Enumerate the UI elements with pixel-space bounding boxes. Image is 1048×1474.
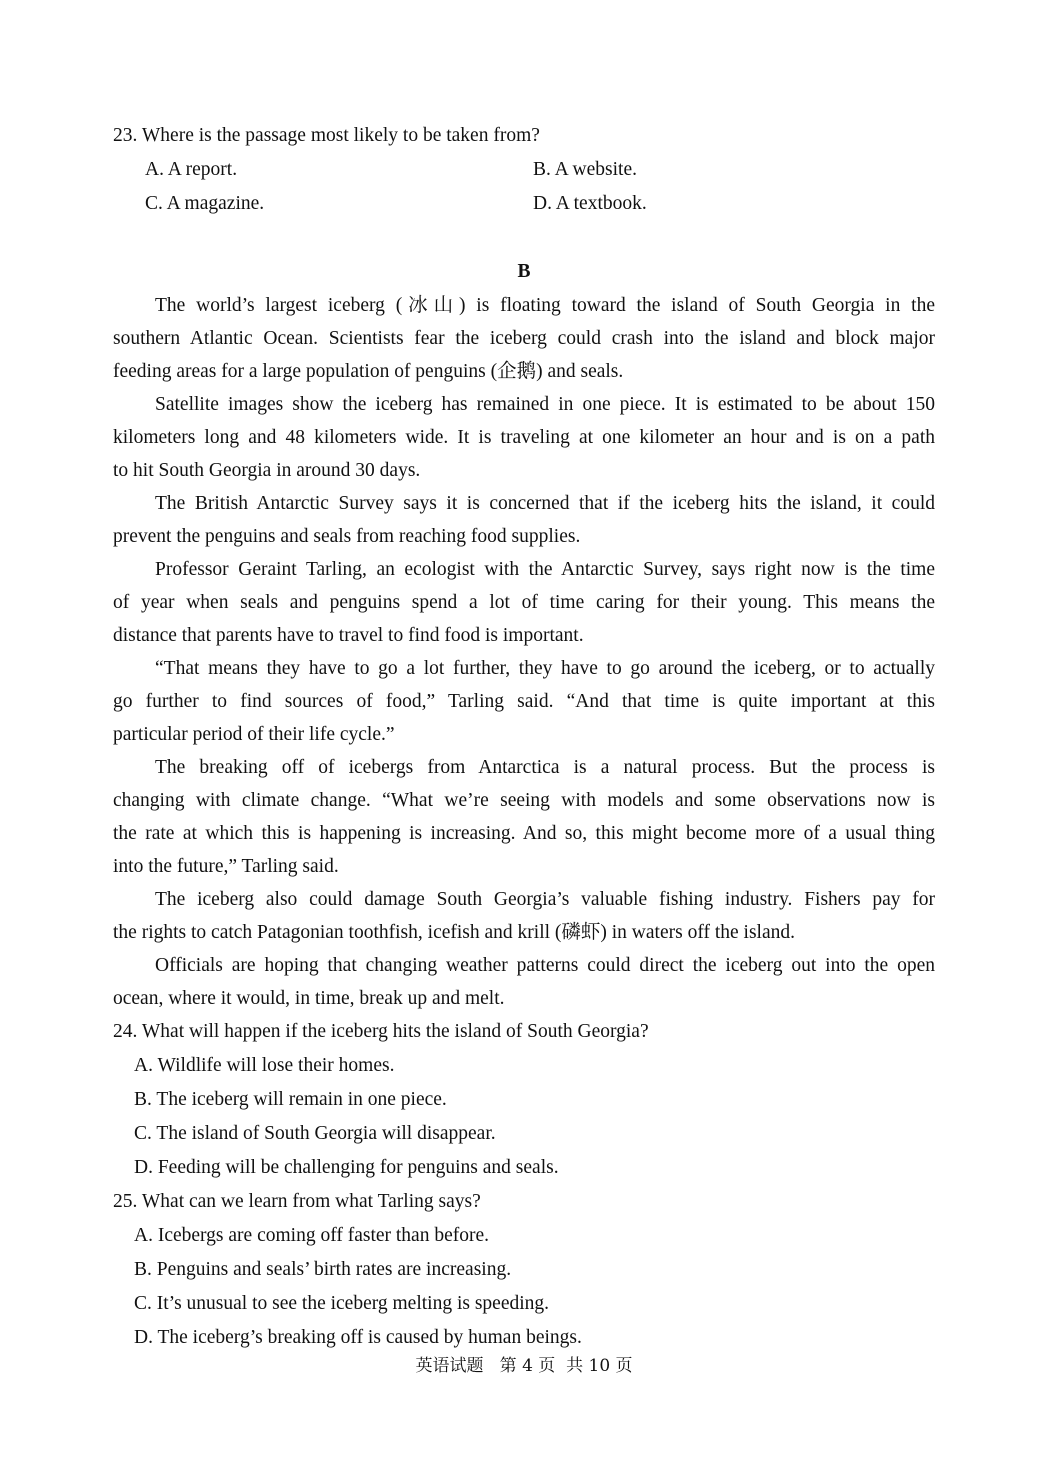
question-24-option-a: A. Wildlife will lose their homes.	[134, 1055, 395, 1076]
question-25-option-b: B. Penguins and seals’ birth rates are increasing.	[134, 1259, 512, 1280]
passage-line: go further to find sources of food,” Tarling said. “And that time is quite important at this	[113, 691, 935, 712]
passage-line: into the future,” Tarling said.	[113, 856, 339, 877]
section-heading: B	[517, 261, 531, 282]
passage-line: Officials are hoping that changing weather patterns could direct the iceberg out into the open	[155, 955, 935, 976]
passage-line: The breaking off of icebergs from Antarctica is a natural process. But the process is	[155, 757, 935, 778]
passage-line: The British Antarctic Survey says it is concerned that if the iceberg hits the island, it could	[155, 493, 935, 514]
question-25-option-a: A. Icebergs are coming off faster than before.	[134, 1225, 489, 1246]
passage-line: changing with climate change. “What we’re seeing with models and some observations now is	[113, 790, 935, 811]
question-23-option-a: A. A report.	[145, 159, 238, 180]
passage-line: southern Atlantic Ocean. Scientists fear the iceberg could crash into the island and block major	[113, 328, 935, 349]
passage-line: kilometers long and 48 kilometers wide. It is traveling at one kilometer an hour and is on a path	[113, 427, 935, 448]
passage-line: ocean, where it would, in time, break up and melt.	[113, 988, 505, 1009]
passage-line: to hit South Georgia in around 30 days.	[113, 460, 421, 481]
passage-line: particular period of their life cycle.”	[113, 724, 395, 745]
question-23-option-d: D. A textbook.	[533, 193, 647, 214]
question-24-option-d: D. Feeding will be challenging for penguins and seals.	[134, 1157, 559, 1178]
passage-line: The world’s largest iceberg (冰山) is floating toward the island of South Georgia in the	[155, 295, 935, 316]
question-23-stem: 23. Where is the passage most likely to be taken from?	[113, 125, 540, 146]
question-24-option-b: B. The iceberg will remain in one piece.	[134, 1089, 447, 1110]
passage-line: distance that parents have to travel to find food is important.	[113, 625, 584, 646]
page-footer: 英语试题 第 4 页 共 10 页	[415, 1356, 633, 1376]
question-23-option-c: C. A magazine.	[145, 193, 265, 214]
question-25-option-c: C. It’s unusual to see the iceberg melting is speeding.	[134, 1293, 550, 1314]
question-25-stem: 25. What can we learn from what Tarling says?	[113, 1191, 481, 1212]
passage-line: Satellite images show the iceberg has remained in one piece. It is estimated to be about 150	[155, 394, 935, 415]
passage-line: of year when seals and penguins spend a lot of time caring for their young. This means the	[113, 592, 935, 613]
question-23-option-b: B. A website.	[533, 159, 638, 180]
passage-line: prevent the penguins and seals from reaching food supplies.	[113, 526, 581, 547]
passage-line: the rate at which this is happening is increasing. And so, this might become more of a usual thing	[113, 823, 935, 844]
passage-line: Professor Geraint Tarling, an ecologist with the Antarctic Survey, says right now is the time	[155, 559, 935, 580]
passage-line: the rights to catch Patagonian toothfish, icefish and krill (磷虾) in waters off the island.	[113, 922, 795, 943]
question-24-option-c: C. The island of South Georgia will disappear.	[134, 1123, 496, 1144]
question-25-option-d: D. The iceberg’s breaking off is caused by human beings.	[134, 1327, 582, 1348]
passage-line: “That means they have to go a lot further, they have to go around the iceberg, or to actually	[155, 658, 935, 679]
passage-line: feeding areas for a large population of penguins (企鹅) and seals.	[113, 361, 624, 382]
passage-line: The iceberg also could damage South Georgia’s valuable fishing industry. Fishers pay for	[155, 889, 935, 910]
question-24-stem: 24. What will happen if the iceberg hits the island of South Georgia?	[113, 1021, 649, 1042]
